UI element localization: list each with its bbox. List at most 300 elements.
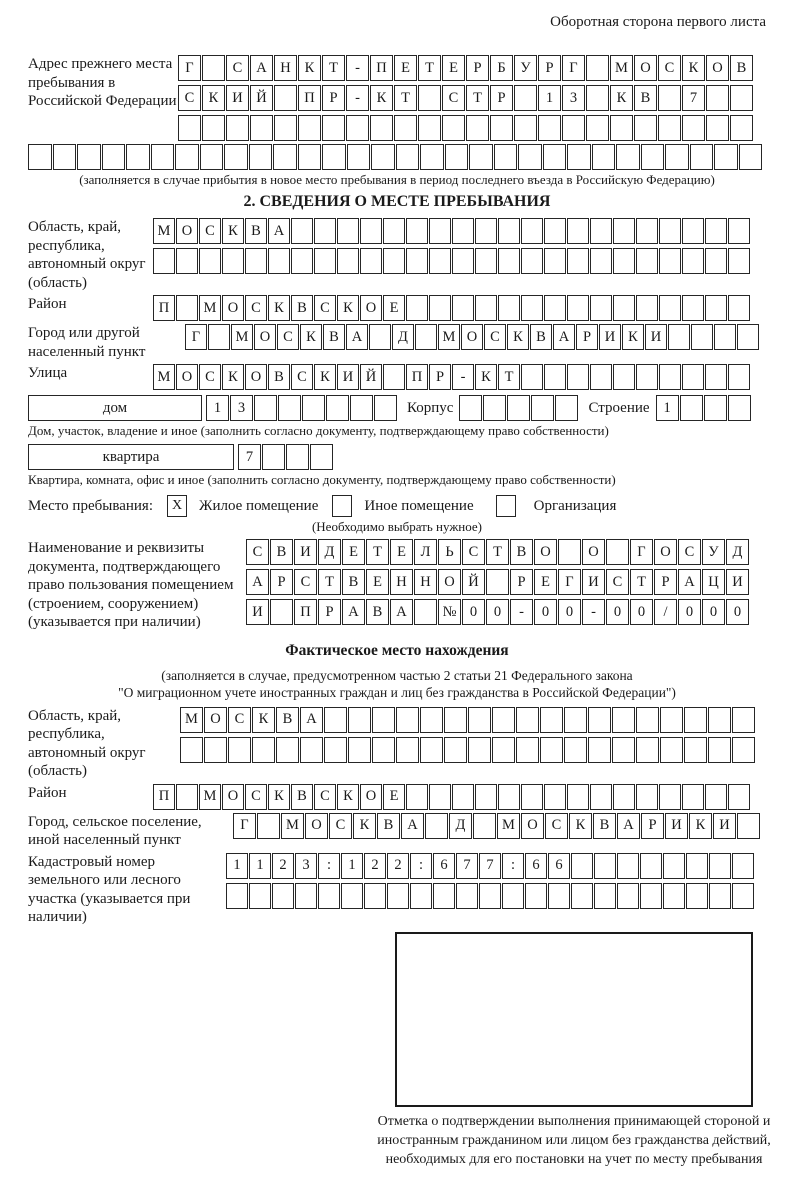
char-cell: 3 (230, 395, 253, 421)
char-cell: Е (342, 539, 365, 565)
actual-district-row (153, 784, 750, 810)
prev-address-row-4 (28, 144, 766, 170)
char-cell: 0 (678, 599, 701, 625)
char-cell (728, 784, 750, 810)
char-cell: В (268, 364, 290, 390)
char-cell: В (291, 295, 313, 321)
char-cell: Г (558, 569, 581, 595)
char-cell: С (178, 85, 201, 111)
char-cell (634, 115, 657, 141)
document-grids (246, 539, 749, 625)
char-cell: Д (726, 539, 749, 565)
char-cell: Р (641, 813, 664, 839)
char-cell (521, 295, 543, 321)
char-cell (663, 883, 685, 909)
actual-city-block (28, 813, 766, 850)
char-cell: - (510, 599, 533, 625)
char-cell: М (153, 218, 175, 244)
char-cell: И (645, 324, 667, 350)
page-side-note: Оборотная сторона первого листа (550, 14, 766, 30)
section2-title: 2. СВЕДЕНИЯ О МЕСТЕ ПРЕБЫВАНИЯ (243, 193, 551, 210)
char-cell (516, 737, 539, 763)
char-cell (272, 883, 294, 909)
char-cell: 7 (682, 85, 705, 111)
char-cell: Й (250, 85, 273, 111)
actual-region-grids (180, 707, 755, 763)
char-cell (452, 295, 474, 321)
char-cell: Е (394, 55, 417, 81)
char-cell (414, 599, 437, 625)
char-cell: : (502, 853, 524, 879)
char-cell: Д (392, 324, 414, 350)
document-row-2 (246, 569, 749, 595)
char-cell (682, 784, 704, 810)
char-cell (705, 784, 727, 810)
char-cell (228, 737, 251, 763)
char-cell (274, 85, 297, 111)
char-cell (592, 144, 616, 170)
char-cell (518, 144, 542, 170)
char-cell (682, 115, 705, 141)
char-cell (469, 144, 493, 170)
char-cell: К (353, 813, 376, 839)
char-cell (663, 853, 685, 879)
stay-place-note: (Необходимо выбрать нужное) (311, 519, 483, 534)
char-cell: П (370, 55, 393, 81)
char-cell (257, 813, 280, 839)
house-label-box: дом (28, 395, 202, 421)
char-cell: С (294, 569, 317, 595)
char-cell (659, 295, 681, 321)
char-cell: Р (318, 599, 341, 625)
char-cell (613, 364, 635, 390)
char-cell (588, 737, 611, 763)
char-cell (314, 248, 336, 274)
char-cell: Г (562, 55, 585, 81)
char-cell (544, 218, 566, 244)
char-cell: № (438, 599, 461, 625)
char-cell (714, 324, 736, 350)
char-cell: 6 (548, 853, 570, 879)
char-cell: И (337, 364, 359, 390)
char-cell (728, 218, 750, 244)
char-cell: 0 (558, 599, 581, 625)
char-cell (202, 115, 225, 141)
char-cell (341, 883, 363, 909)
char-cell (298, 144, 322, 170)
char-cell (492, 707, 515, 733)
char-cell (691, 324, 713, 350)
char-cell (708, 707, 731, 733)
char-cell (222, 248, 244, 274)
char-cell (202, 55, 225, 81)
char-cell: / (654, 599, 677, 625)
char-cell (254, 395, 277, 421)
document-block (28, 539, 766, 632)
korpus-label: Корпус (407, 399, 454, 416)
char-cell: 7 (238, 444, 261, 470)
char-cell (586, 85, 609, 111)
char-cell (516, 707, 539, 733)
char-cell (686, 883, 708, 909)
char-cell (274, 115, 297, 141)
char-cell: 0 (606, 599, 629, 625)
char-cell (705, 218, 727, 244)
char-cell: С (246, 539, 269, 565)
char-cell (531, 395, 554, 421)
char-cell (659, 364, 681, 390)
char-cell (610, 115, 633, 141)
char-cell: М (438, 324, 460, 350)
char-cell (468, 737, 491, 763)
actual-region-row-1 (180, 707, 755, 733)
district-block (28, 295, 766, 321)
char-cell: М (497, 813, 520, 839)
char-cell (466, 115, 489, 141)
char-cell (728, 364, 750, 390)
char-cell: О (654, 539, 677, 565)
char-cell (730, 85, 753, 111)
street-label: Улица (28, 365, 68, 381)
char-cell (322, 144, 346, 170)
char-cell: М (231, 324, 253, 350)
char-cell (590, 364, 612, 390)
char-cell: Ь (438, 539, 461, 565)
char-cell (684, 737, 707, 763)
char-cell (410, 883, 432, 909)
char-cell (705, 295, 727, 321)
cadastre-row-2 (226, 883, 754, 909)
char-cell (498, 295, 520, 321)
char-cell: 1 (249, 853, 271, 879)
char-cell (224, 144, 248, 170)
char-cell (383, 248, 405, 274)
char-cell: В (730, 55, 753, 81)
char-cell (617, 883, 639, 909)
char-cell: П (153, 784, 175, 810)
char-cell: - (346, 55, 369, 81)
char-cell: 3 (562, 85, 585, 111)
char-cell: С (442, 85, 465, 111)
char-cell (659, 784, 681, 810)
char-cell: Г (233, 813, 256, 839)
char-cell (521, 218, 543, 244)
char-cell: П (406, 364, 428, 390)
char-cell: 1 (226, 853, 248, 879)
char-cell: Й (360, 364, 382, 390)
char-cell (291, 218, 313, 244)
char-cell (567, 218, 589, 244)
char-cell: - (452, 364, 474, 390)
char-cell (420, 737, 443, 763)
prev-address-grids (178, 55, 753, 141)
char-cell: А (346, 324, 368, 350)
char-cell (525, 883, 547, 909)
char-cell: Н (390, 569, 413, 595)
apartment-note: Квартира, комната, офис и иное (заполнить согласно документу, подтверждающему право собственности) (28, 472, 616, 487)
char-cell (372, 707, 395, 733)
char-cell: К (682, 55, 705, 81)
char-cell (396, 737, 419, 763)
char-cell: М (153, 364, 175, 390)
char-cell (612, 707, 635, 733)
char-cell (249, 144, 273, 170)
district-label: Район (28, 296, 67, 312)
apartment-label-box: квартира (28, 444, 234, 470)
char-cell: И (726, 569, 749, 595)
char-cell: О (634, 55, 657, 81)
char-cell: В (510, 539, 533, 565)
char-cell (562, 115, 585, 141)
char-cell (567, 784, 589, 810)
char-cell: А (553, 324, 575, 350)
char-cell (616, 144, 640, 170)
char-cell (350, 395, 373, 421)
char-cell: С (245, 295, 267, 321)
char-cell (567, 295, 589, 321)
actual-region-row-2 (180, 737, 755, 763)
char-cell (415, 324, 437, 350)
char-cell (641, 144, 665, 170)
char-cell (262, 444, 285, 470)
char-cell (374, 395, 397, 421)
char-cell: 6 (433, 853, 455, 879)
prev-address-row-2 (178, 85, 753, 111)
char-cell (682, 248, 704, 274)
char-cell: В (377, 813, 400, 839)
char-cell: К (610, 85, 633, 111)
char-cell (540, 707, 563, 733)
char-cell (370, 115, 393, 141)
char-cell (659, 218, 681, 244)
char-cell: О (176, 364, 198, 390)
char-cell (383, 218, 405, 244)
char-cell (310, 444, 333, 470)
char-cell (486, 569, 509, 595)
char-cell (250, 115, 273, 141)
char-cell (278, 395, 301, 421)
char-cell (514, 85, 537, 111)
char-cell (684, 707, 707, 733)
char-cell: 2 (387, 853, 409, 879)
char-cell (590, 784, 612, 810)
char-cell (291, 248, 313, 274)
checkbox-organization (496, 495, 516, 517)
char-cell: Ц (702, 569, 725, 595)
char-cell: Е (383, 295, 405, 321)
char-cell (594, 853, 616, 879)
char-cell (732, 707, 755, 733)
char-cell (521, 248, 543, 274)
char-cell: А (678, 569, 701, 595)
char-cell: Т (322, 55, 345, 81)
char-cell (636, 707, 659, 733)
char-cell: В (245, 218, 267, 244)
char-cell (176, 295, 198, 321)
option-other-premises-label: Иное помещение (364, 497, 474, 514)
char-cell (151, 144, 175, 170)
char-cell: С (329, 813, 352, 839)
char-cell (682, 295, 704, 321)
char-cell (636, 295, 658, 321)
char-cell (337, 248, 359, 274)
char-cell (498, 218, 520, 244)
char-cell (686, 853, 708, 879)
char-cell (406, 218, 428, 244)
char-cell (324, 737, 347, 763)
char-cell: О (176, 218, 198, 244)
char-cell: Е (534, 569, 557, 595)
char-cell (126, 144, 150, 170)
char-cell (706, 115, 729, 141)
char-cell: В (366, 599, 389, 625)
char-cell: Т (366, 539, 389, 565)
char-cell: С (291, 364, 313, 390)
char-cell (318, 883, 340, 909)
char-cell (590, 218, 612, 244)
char-cell: С (199, 364, 221, 390)
char-cell (540, 737, 563, 763)
char-cell (420, 144, 444, 170)
char-cell: Р (429, 364, 451, 390)
house-note: Дом, участок, владение и иное (заполнить согласно документу, подтверждающему право собственности) (28, 423, 609, 438)
char-cell (492, 737, 515, 763)
char-cell (418, 85, 441, 111)
char-cell (502, 883, 524, 909)
actual-city-row (233, 813, 760, 839)
char-cell (337, 218, 359, 244)
char-cell: Т (498, 364, 520, 390)
cadastre-label: Кадастровый номер земельного или лесного участка (указывается при наличии) (28, 853, 191, 925)
actual-district-label: Район (28, 784, 67, 801)
char-cell (558, 539, 581, 565)
char-cell (498, 784, 520, 810)
prev-address-row-3 (178, 115, 753, 141)
char-cell: 6 (525, 853, 547, 879)
char-cell (730, 115, 753, 141)
char-cell: К (252, 707, 275, 733)
char-cell: М (281, 813, 304, 839)
char-cell: М (199, 784, 221, 810)
char-cell (180, 737, 203, 763)
char-cell (538, 115, 561, 141)
char-cell (567, 248, 589, 274)
char-cell: В (634, 85, 657, 111)
char-cell: К (300, 324, 322, 350)
region-grids (153, 218, 750, 274)
char-cell (420, 707, 443, 733)
char-cell: К (475, 364, 497, 390)
char-cell: А (617, 813, 640, 839)
char-cell (348, 707, 371, 733)
char-cell (544, 784, 566, 810)
char-cell: Р (576, 324, 598, 350)
char-cell: М (610, 55, 633, 81)
char-cell: К (222, 364, 244, 390)
char-cell: А (390, 599, 413, 625)
char-cell (444, 707, 467, 733)
char-cell (588, 707, 611, 733)
char-cell (77, 144, 101, 170)
char-cell (665, 144, 689, 170)
char-cell: Г (185, 324, 207, 350)
option-organization-label: Организация (533, 497, 617, 514)
char-cell: - (582, 599, 605, 625)
char-cell (475, 784, 497, 810)
char-cell (452, 248, 474, 274)
char-cell: 0 (726, 599, 749, 625)
char-cell: К (298, 55, 321, 81)
char-cell: Т (418, 55, 441, 81)
char-cell: К (222, 218, 244, 244)
char-cell (728, 295, 750, 321)
char-cell (226, 883, 248, 909)
char-cell (102, 144, 126, 170)
char-cell (245, 248, 267, 274)
char-cell: В (530, 324, 552, 350)
char-cell: О (305, 813, 328, 839)
char-cell (252, 737, 275, 763)
char-cell (636, 737, 659, 763)
actual-district-block (28, 784, 766, 810)
char-cell: 2 (272, 853, 294, 879)
char-cell (302, 395, 325, 421)
checkbox-residential: X (167, 495, 187, 517)
char-cell: И (713, 813, 736, 839)
char-cell: А (342, 599, 365, 625)
char-cell (728, 395, 751, 421)
char-cell (429, 295, 451, 321)
char-cell: О (521, 813, 544, 839)
char-cell (178, 115, 201, 141)
char-cell (200, 144, 224, 170)
actual-location-note-1: (заполняется в случае, предусмотренном частью 2 статьи 21 Федерального закона (161, 667, 633, 683)
prev-address-block (28, 55, 766, 141)
char-cell (594, 883, 616, 909)
char-cell (295, 883, 317, 909)
char-cell (680, 395, 703, 421)
city-row (185, 324, 759, 350)
char-cell (658, 85, 681, 111)
char-cell (494, 144, 518, 170)
char-cell (452, 218, 474, 244)
char-cell: В (291, 784, 313, 810)
char-cell: П (153, 295, 175, 321)
char-cell (606, 539, 629, 565)
char-cell (613, 248, 635, 274)
stay-place-label: Место пребывания: (28, 497, 153, 514)
char-cell (521, 784, 543, 810)
char-cell: С (484, 324, 506, 350)
city-block (28, 324, 766, 361)
char-cell: Д (449, 813, 472, 839)
char-cell (709, 853, 731, 879)
char-cell (660, 707, 683, 733)
char-cell (346, 115, 369, 141)
apartment-number-row (238, 444, 333, 470)
char-cell: С (462, 539, 485, 565)
char-cell (704, 395, 727, 421)
char-cell: Н (274, 55, 297, 81)
char-cell (507, 395, 530, 421)
char-cell (433, 883, 455, 909)
char-cell (617, 853, 639, 879)
char-cell (153, 248, 175, 274)
char-cell: Т (318, 569, 341, 595)
char-cell: 0 (702, 599, 725, 625)
char-cell: А (250, 55, 273, 81)
char-cell (360, 248, 382, 274)
